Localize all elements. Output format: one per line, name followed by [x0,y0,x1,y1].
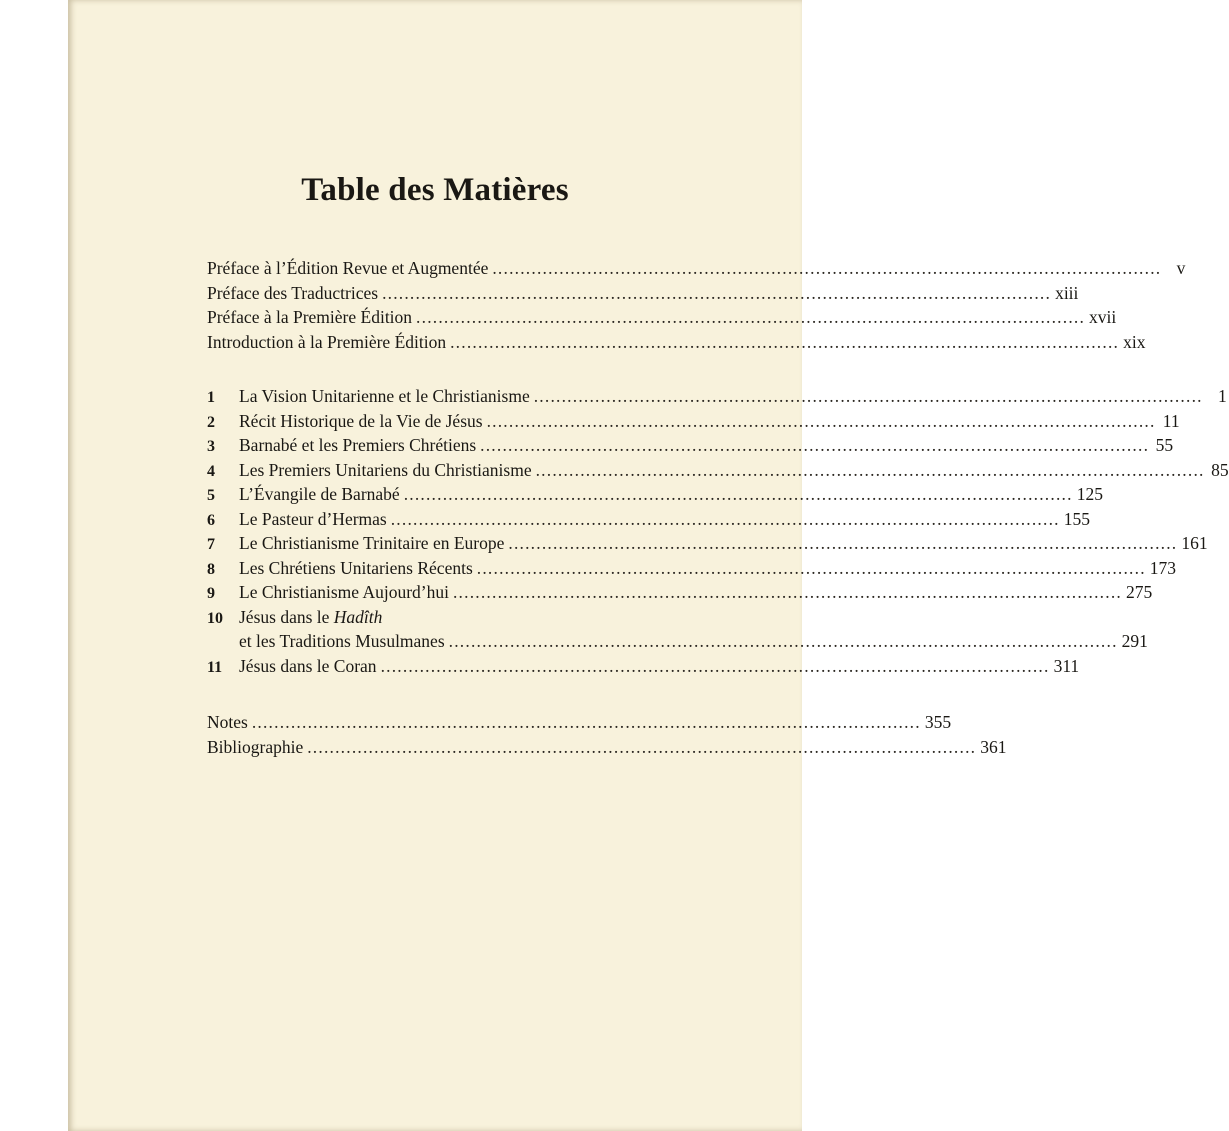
toc-entry [207,330,1146,355]
leader-dots: ........................................................................................................................ [492,258,1162,278]
bleed-through-text [68,118,802,156]
chapter-page: 275 [1125,582,1153,602]
chapter-number: 11 [207,658,223,676]
toc-entry-page: 355 [924,712,952,732]
chapter-entry [207,507,1090,532]
chapter-entry [207,556,1177,581]
book-page [68,0,1229,1131]
toc-entry [207,256,1186,281]
toc-entry-label: Introduction à la Première Édition [207,331,447,352]
leader-dots: ........................................................................................................................ [535,459,1205,480]
chapter-number: 9 [207,585,215,602]
chapter-title: Jésus dans le Coran [239,655,377,676]
leader-dots: ........................................................................................................................ [448,631,1118,651]
leader-dots: ........................................................................................................................ [452,582,1122,602]
chapter-page: 291 [1121,631,1148,651]
leader-dots: ........................................................................................................................ [486,410,1156,431]
chapter-number: 2 [207,413,215,431]
chapter-entry-continued [207,629,1148,654]
toc-entry-label: Préface des Traductrices [207,282,379,303]
leader-dots: ........................................................................................................................ [403,484,1073,504]
chapter-title: La Vision Unitarienne et le Christianisme [239,386,530,406]
chapter-entry [207,482,1103,507]
chapter-title: L’Évangile de Barnabé [239,484,400,504]
chapter-title: Récit Historique de la Vie de Jésus [239,410,483,431]
chapter-list [207,384,1229,678]
toc-entry-page: xiii [1055,282,1079,303]
preface-list [207,256,1186,354]
toc-entry-label: Préface à la Première Édition [207,307,413,327]
chapter-entry [207,531,1208,556]
backmatter-list [207,710,1007,759]
chapter-page: 85 [1211,459,1229,480]
leader-dots: ........................................................................................................................ [416,307,1086,327]
toc-entry [207,735,1007,760]
chapter-title: Barnabé et les Premiers Chrétiens [239,435,477,455]
chapter-page: 173 [1149,557,1177,578]
chapter-title-prefix: Jésus dans le [239,606,334,627]
leader-dots: ........................................................................................................................ [307,736,977,757]
chapter-number: 3 [207,438,215,455]
toc-entry-page: v [1176,258,1186,278]
page-title: Table des Matières [301,172,569,208]
leader-dots: ........................................................................................................................ [480,435,1150,455]
chapter-page: 55 [1155,435,1174,455]
chapter-page: 1 [1217,386,1227,406]
chapter-entry [207,458,1229,483]
leader-dots: ........................................................................................................................ [476,557,1146,578]
chapter-number: 10 [207,609,223,627]
chapter-page: 155 [1063,508,1090,529]
toc-entry-page: xix [1123,331,1146,352]
leader-dots: ........................................................................................................................ [251,712,921,732]
chapter-entry [207,409,1180,434]
leader-dots: ........................................................................................................................ [450,331,1120,352]
chapter-page: 11 [1162,410,1180,431]
chapter-entry [207,384,1227,409]
chapter-title-continued: et les Traditions Musulmanes [239,631,445,651]
chapter-number: 8 [207,560,215,578]
chapter-page: 311 [1053,655,1080,676]
chapter-number: 1 [207,389,215,406]
chapter-title: Le Christianisme Aujourd’hui [239,582,449,602]
chapter-number: 5 [207,487,215,504]
chapter-entry [207,433,1174,458]
chapter-entry [207,654,1080,679]
chapter-number: 6 [207,511,215,529]
chapter-page: 125 [1076,484,1103,504]
toc-entry-page: xvii [1089,307,1117,327]
leader-dots: ........................................................................................................................ [390,508,1060,529]
toc-entry-label: Préface à l’Édition Revue et Augmentée [207,258,489,278]
chapter-number: 7 [207,536,215,553]
chapter-title: Le Christianisme Trinitaire en Europe [239,533,505,553]
toc-entry-page: 361 [980,736,1007,757]
chapter-page: 161 [1181,533,1208,553]
toc-entry [207,710,952,735]
toc-entry-label: Bibliographie [207,736,304,757]
chapter-entry [207,605,638,630]
leader-dots: ........................................................................................................................ [380,655,1050,676]
toc-entry-label: Notes [207,712,248,732]
leader-dots: ........................................................................................................................ [382,282,1052,303]
toc-entry [207,305,1117,330]
chapter-title [239,605,382,630]
toc-entry [207,281,1079,306]
chapter-number: 4 [207,462,215,480]
chapter-title-italic: Hadîth [333,606,383,627]
chapter-entry [207,580,1153,605]
chapter-title: Les Chrétiens Unitariens Récents [239,557,473,578]
leader-dots: ........................................................................................................................ [533,386,1203,406]
chapter-title: Les Premiers Unitariens du Christianisme [239,459,532,480]
chapter-title: Le Pasteur d’Hermas [239,508,387,529]
leader-dots: ........................................................................................................................ [508,533,1178,553]
